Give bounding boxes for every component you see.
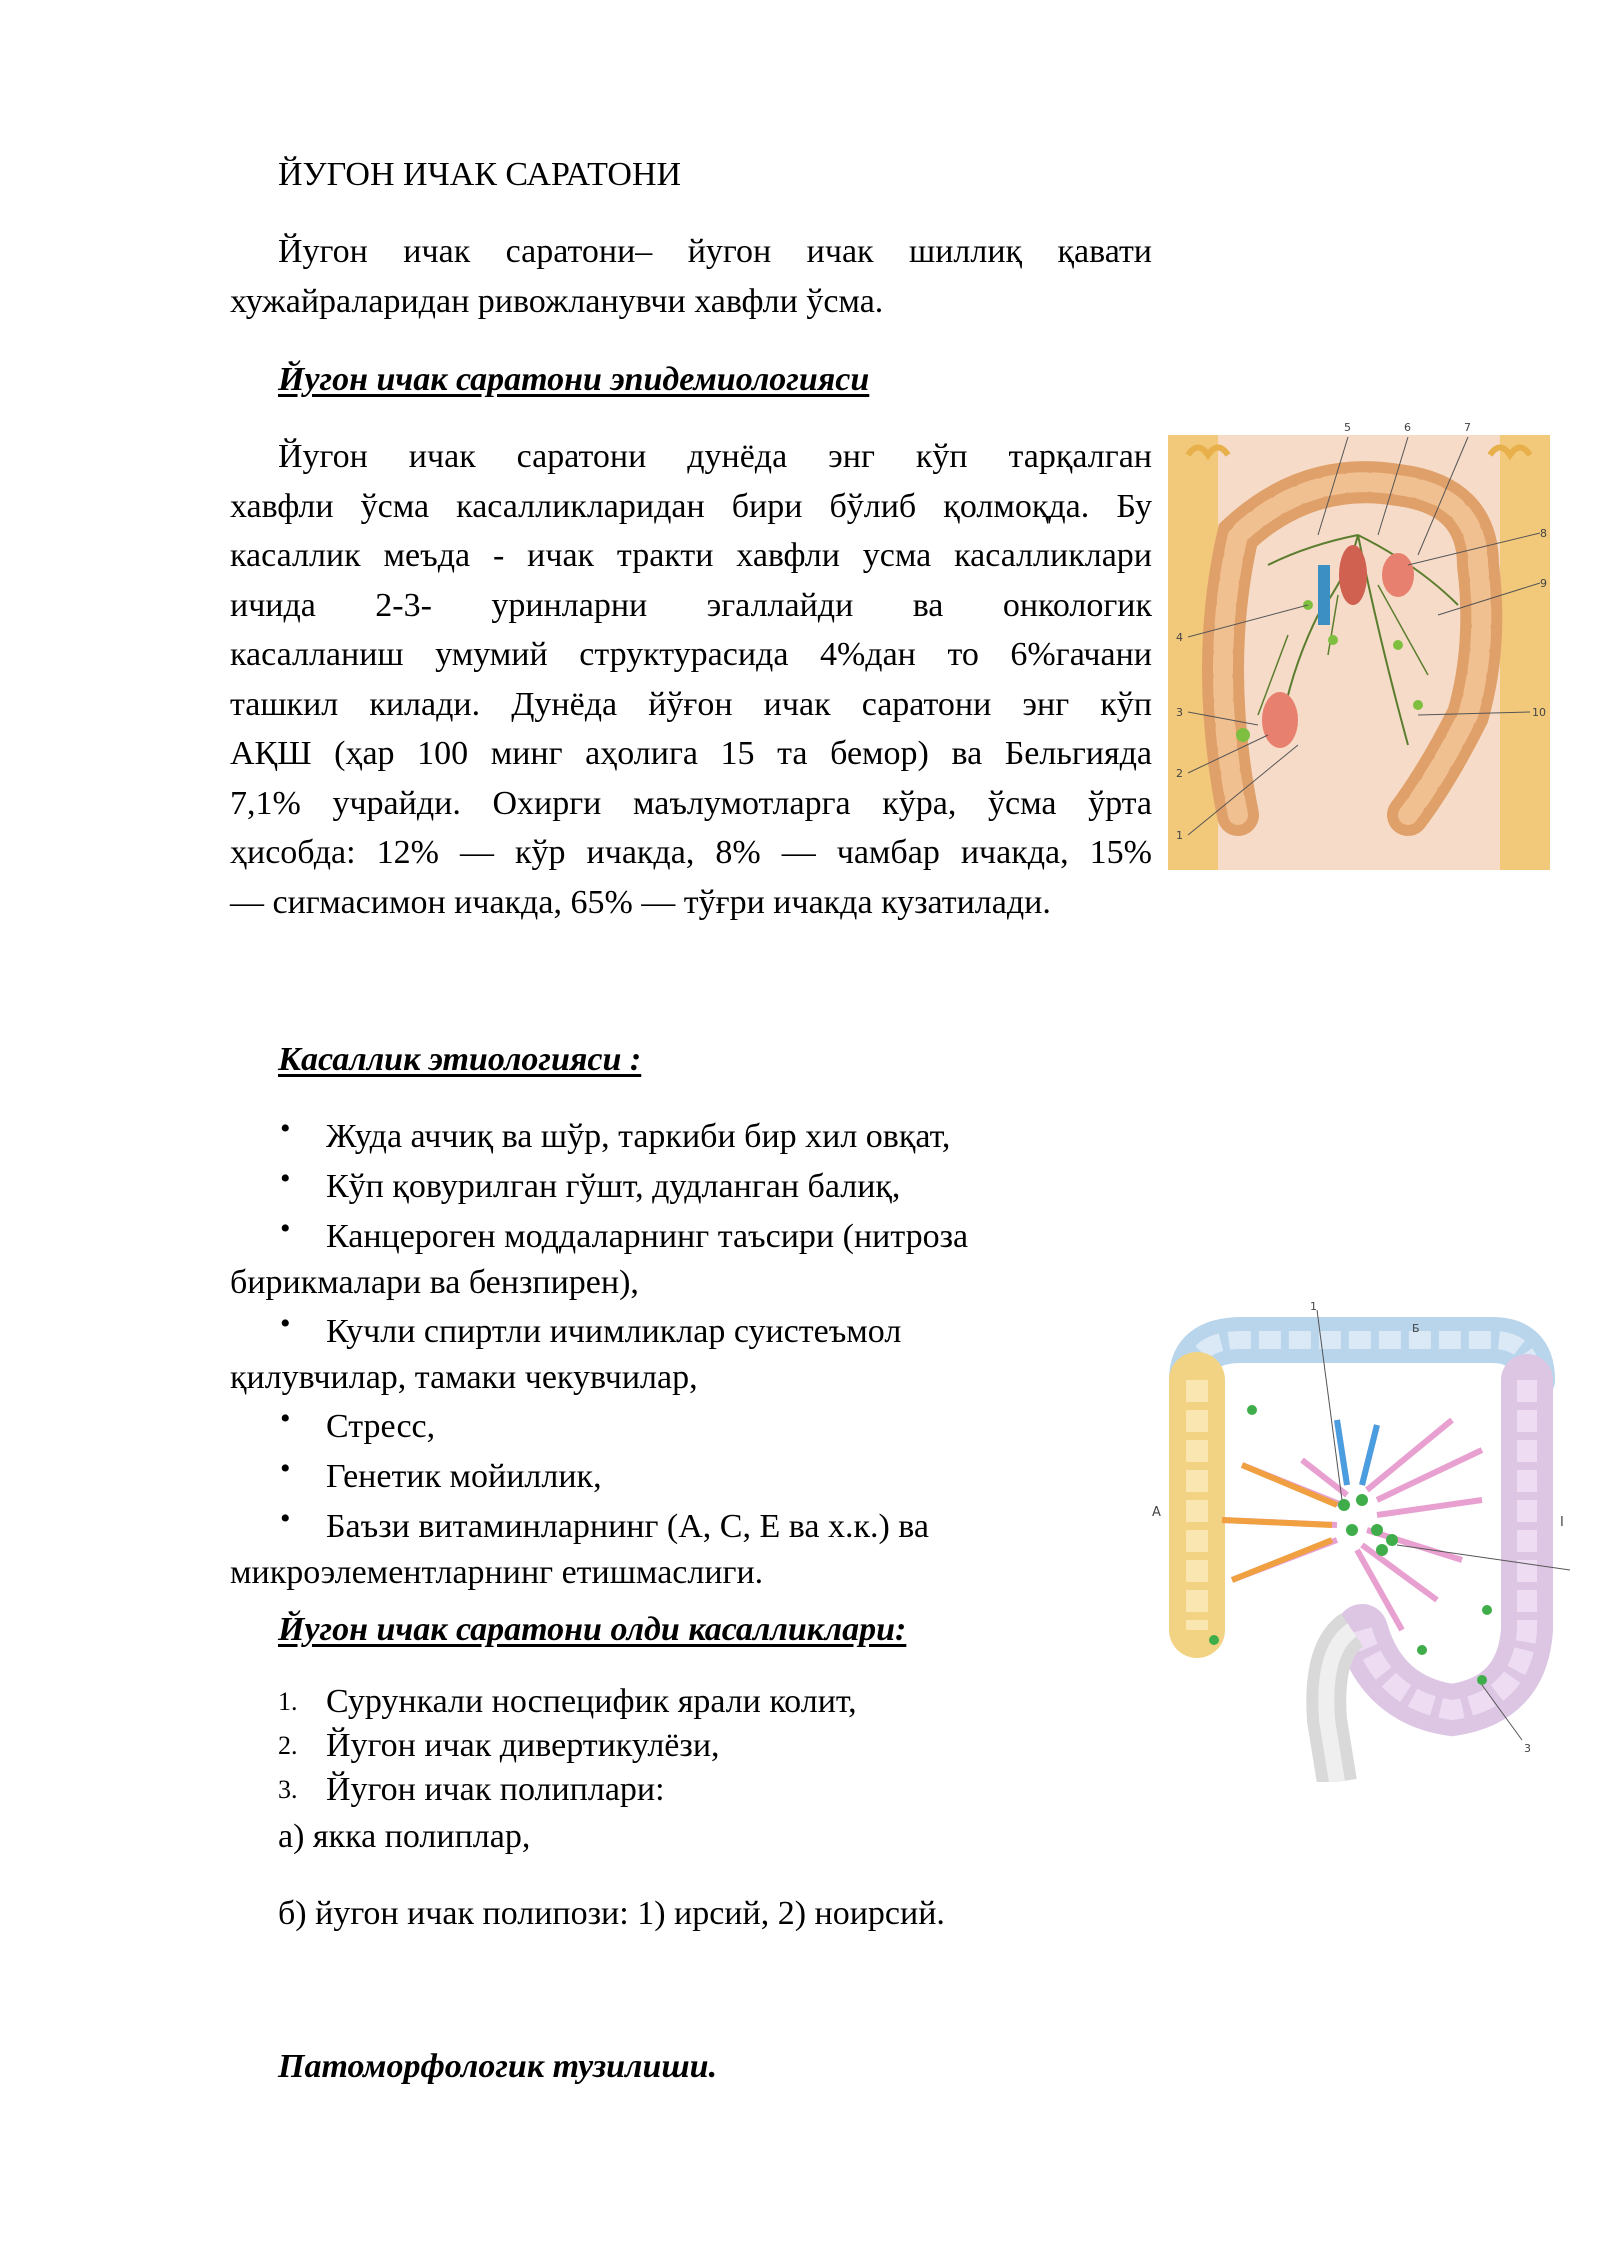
epidemiology-line: 7,1% учрайди. Охирги маълумотларга кўра, ўсма ўрта (230, 784, 1152, 822)
etiology-item-text-cont: бирикмалари ва бензпирен), (230, 1264, 639, 1301)
figure1-label: 4 (1176, 631, 1183, 644)
colon-lymph-drainage-figure (1152, 1300, 1570, 1782)
figure2-label: 1 (1310, 1300, 1317, 1313)
list-number: 2. (278, 1731, 298, 1760)
etiology-item-text-cont: микроэлементларнинг етишмаслиги. (230, 1554, 764, 1591)
pathomorphology-heading: Патоморфологик тузилиши. (278, 2048, 718, 2085)
bullet-icon: • (280, 1452, 291, 1485)
precancer-item-text: Йугон ичак полиплари: (326, 1771, 665, 1808)
figure2-label: Б (1412, 1322, 1420, 1335)
list-item (278, 1680, 978, 1724)
list-item (230, 1112, 1130, 1162)
figure1-label: 2 (1176, 767, 1183, 780)
figure1-label: 8 (1540, 527, 1547, 540)
etiology-item-text: Жуда аччиқ ва шўр, таркиби бир хил овқат, (326, 1118, 951, 1155)
list-item (230, 1402, 1130, 1452)
polyps-single-text: а) якка полиплар, (278, 1818, 531, 1855)
definition-paragraph (230, 227, 1152, 326)
figure2-label: А (1152, 1505, 1161, 1520)
etiology-item-text: Стресс, (326, 1408, 436, 1445)
list-number: 1. (278, 1687, 298, 1716)
figure1-label: 5 (1344, 421, 1351, 434)
bullet-icon: • (280, 1402, 291, 1435)
epidemiology-line: ҳисобда: 12% — кўр ичакда, 8% — чамбар ичакда, 15% (230, 834, 1152, 871)
figure1-label: 10 (1532, 706, 1546, 719)
figure1-label: 7 (1464, 421, 1471, 434)
epidemiology-line: — сигмасимон ичакда, 65% — тўғри ичакда кузатилади. (230, 883, 1051, 921)
etiology-item-text-cont: қилувчилар, тамаки чекувчилар, (230, 1359, 698, 1396)
bullet-icon: • (280, 1307, 291, 1340)
epidemiology-line: ичида 2-3- уринларни эгаллайди ва онкологик (230, 586, 1152, 624)
figure2-label: I (1560, 1515, 1564, 1530)
figure2-label: 3 (1524, 1742, 1531, 1755)
list-item (230, 1162, 1130, 1212)
figure1-label: 1 (1176, 829, 1183, 842)
figure1-label: 9 (1540, 577, 1547, 590)
etiology-item-text: Кучли спиртли ичимликлар суистеъмол (326, 1313, 902, 1350)
epidemiology-line: хавфли ўсма касалликларидан бири бўлиб қолмоқда. Бу (230, 487, 1152, 525)
epidemiology-line: Йугон ичак саратони дунёда энг кўп тарқалган (278, 438, 1152, 475)
etiology-item-text: Кўп қовурилган гўшт, дудланган балиқ, (326, 1168, 901, 1205)
precancer-heading: Йугон ичак саратони олди касалликлари: (278, 1611, 907, 1648)
etiology-item-text: Канцероген моддаларнинг таъсири (нитроза (326, 1218, 969, 1255)
epidemiology-paragraph (230, 432, 1152, 927)
epidemiology-line: АҚШ (ҳар 100 минг аҳолига 15 та бемор) ва Бельгияда (230, 735, 1152, 772)
list-item (230, 1307, 1130, 1403)
list-number: 3. (278, 1775, 298, 1804)
definition-line: Йугон ичак саратони– йугон ичак шиллиқ қавати (278, 233, 1152, 270)
figure1-label: 6 (1404, 421, 1411, 434)
list-item (278, 1768, 978, 1812)
epidemiology-line: касаллик меъда - ичак тракти хавфли усма касалликлари (230, 537, 1152, 574)
list-item (230, 1502, 1130, 1598)
list-item (230, 1452, 1130, 1502)
list-item (278, 1724, 978, 1768)
etiology-item-text: Баъзи витаминларнинг (А, С, Е ва х.к.) ва (326, 1508, 929, 1545)
precancer-item-text: Сурункали носпецифик ярали колит, (326, 1683, 857, 1720)
figure1-label: 3 (1176, 706, 1183, 719)
page-title: ЙУГОН ИЧАК САРАТОНИ (278, 156, 682, 193)
definition-line: хужайраларидан ривожланувчи хавфли ўсма. (230, 282, 884, 320)
colon-lymphatics-figure (1168, 415, 1550, 870)
epidemiology-heading: Йугон ичак саратони эпидемиологияси (278, 361, 870, 398)
precancer-list (278, 1680, 978, 1812)
polyposis-text: б) йугон ичак полипози: 1) ирсий, 2) ноирсий. (278, 1895, 945, 1932)
etiology-heading: Касаллик этиологияси : (278, 1041, 642, 1078)
epidemiology-line: ташкил килади. Дунёда йўғон ичак саратони энг кўп (230, 685, 1152, 723)
bullet-icon: • (280, 1502, 291, 1535)
precancer-item-text: Йугон ичак дивертикулёзи, (326, 1727, 720, 1764)
bullet-icon: • (280, 1212, 291, 1245)
epidemiology-line: касалланиш умумий структурасида 4%дан то 6%гачани (230, 636, 1152, 673)
bullet-icon: • (280, 1112, 291, 1145)
bullet-icon: • (280, 1162, 291, 1195)
list-item (230, 1212, 1130, 1308)
etiology-item-text: Генетик мойиллик, (326, 1458, 602, 1495)
